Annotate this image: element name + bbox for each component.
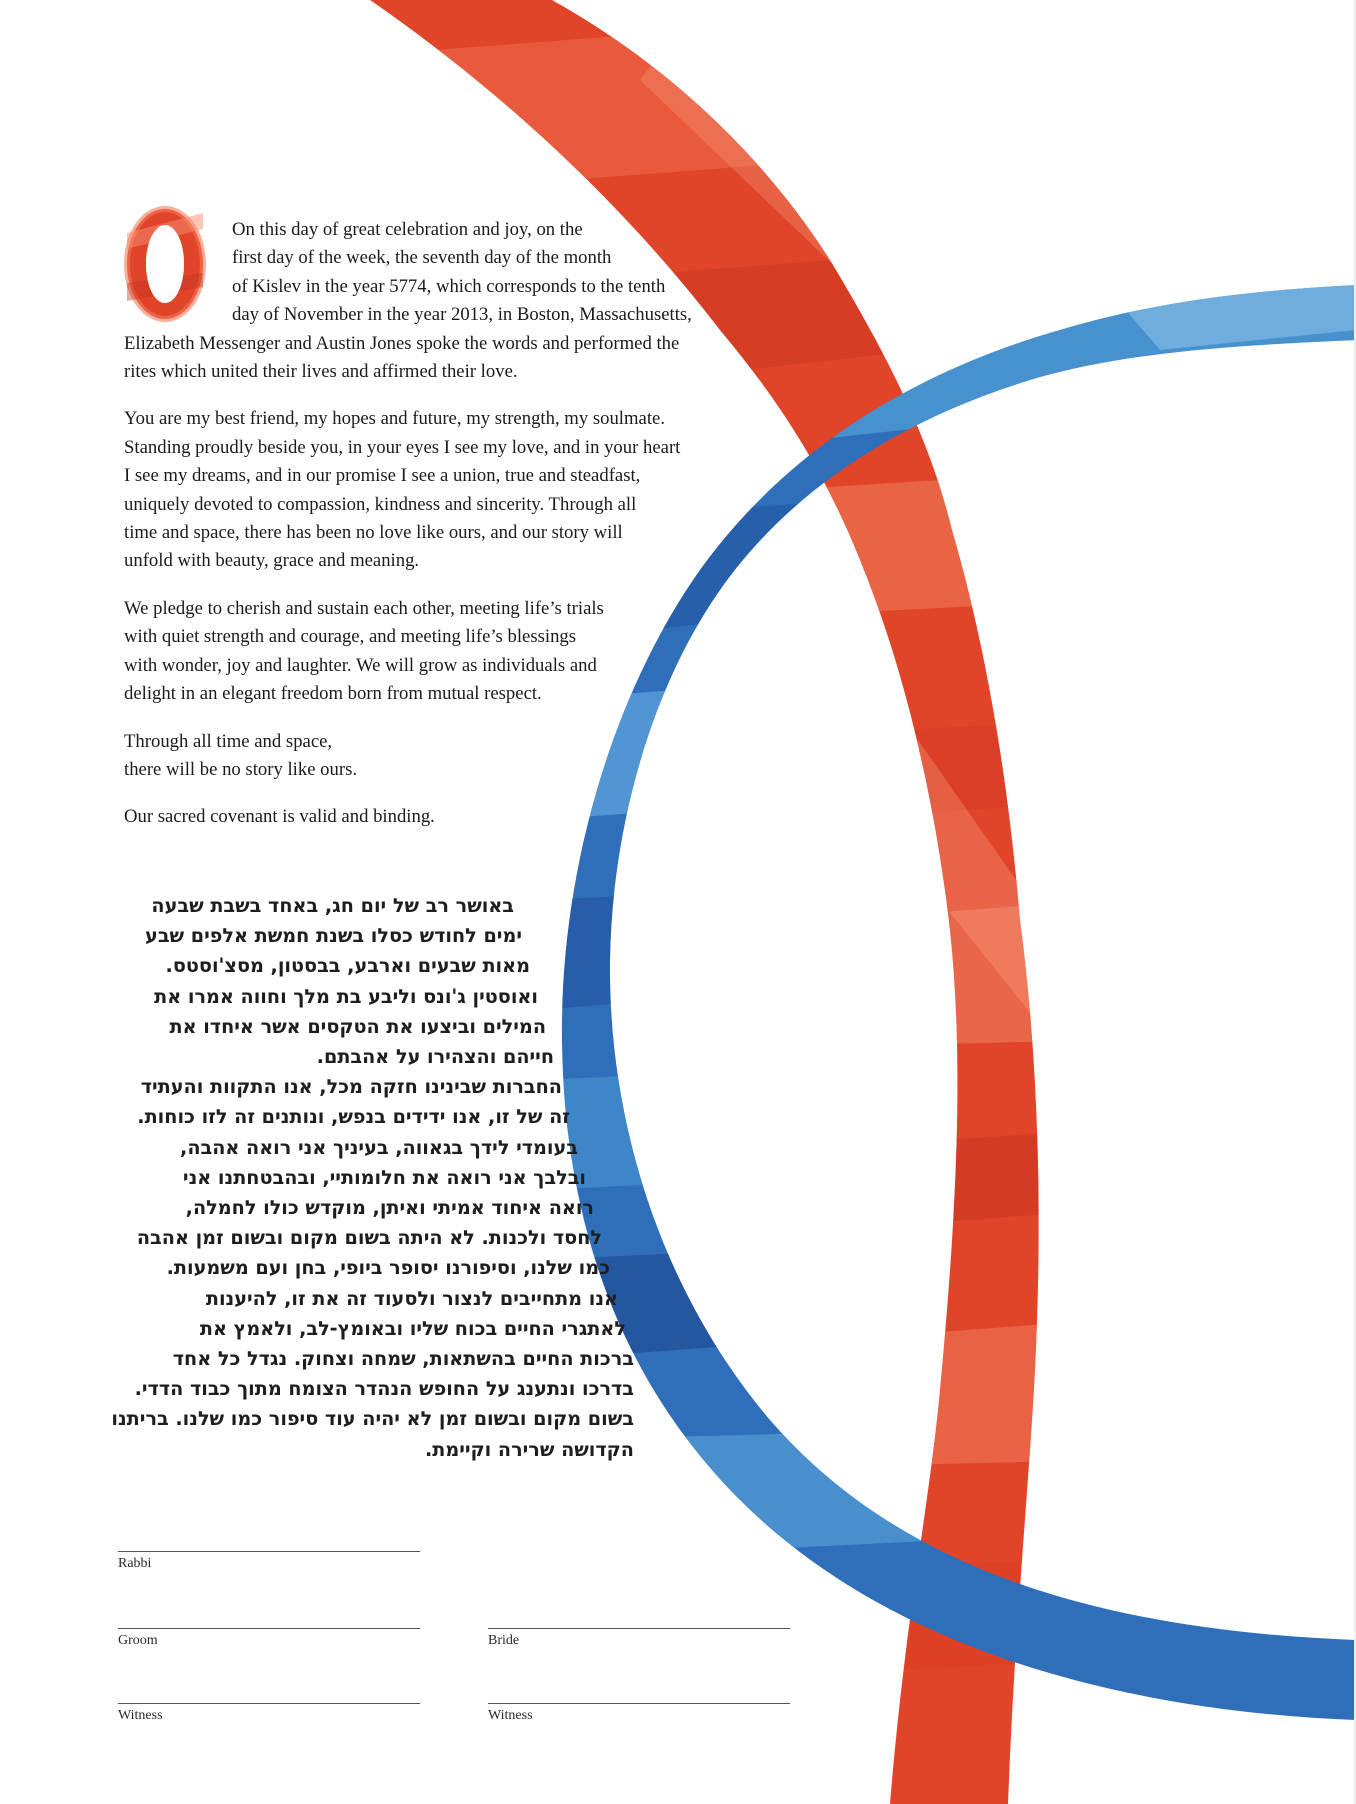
- english-paragraph-1: [124, 216, 724, 386]
- english-line: there will be no story like ours.: [124, 758, 358, 780]
- english-line: Standing proudly beside you, in your eyes I see my love, and in your heart: [124, 436, 681, 458]
- english-line: day of November in the year 2013, in Boston, Massachusetts,: [232, 304, 692, 326]
- hebrew-line: ואוסטין ג'ונס וליבע בת מלך וחווה אמרו את: [154, 984, 538, 1008]
- hebrew-line: כמו שלנו, וסיפורנו יסופר ביופי, בחן ועם משמעות.: [166, 1256, 610, 1280]
- hebrew-line: בעומדי לידך בגאווה, בעיניך אני רואה אהבה,: [180, 1135, 578, 1159]
- english-line: time and space, there has been no love like ours, and our story will: [124, 522, 623, 544]
- hebrew-line: המילים וביצעו את הטקסים אשר איחדו את: [169, 1014, 546, 1038]
- signature-line: [118, 1703, 420, 1704]
- rabbi-signature[interactable]: [118, 1551, 420, 1572]
- hebrew-line: לחסד ולכנות. לא היתה בשום מקום ובשום זמן אהבה: [136, 1226, 602, 1250]
- hebrew-line: באושר רב של יום חג, באחד בשבת שבעה: [151, 894, 514, 917]
- hebrew-line: בשום מקום ובשום זמן לא יהיה עוד סיפור כמו שלנו. בריתנו: [111, 1407, 634, 1431]
- witness-left-signature[interactable]: [118, 1703, 420, 1724]
- signature-label: Witness: [488, 1708, 533, 1723]
- english-line: first day of the week, the seventh day of the month: [232, 247, 612, 269]
- witness-right-signature[interactable]: [488, 1703, 790, 1724]
- english-paragraph-4: [124, 728, 724, 785]
- bride-signature[interactable]: [488, 1628, 790, 1649]
- signature-label: Bride: [488, 1633, 520, 1648]
- english-line: Our sacred covenant is valid and binding.: [124, 806, 435, 828]
- hebrew-line: חייהם והצהירו על אהבתם.: [316, 1045, 554, 1069]
- drop-cap-o: [119, 203, 211, 325]
- hebrew-line: רואה איחוד אמיתי ואיתן, מוקדש כולו לחמלה,: [185, 1196, 594, 1220]
- english-line: with wonder, joy and laughter. We will grow as individuals and: [124, 654, 597, 676]
- hebrew-line: מאות שבעים וארבע, בבסטון, מסצ'וסטס.: [165, 954, 530, 978]
- signature-line: [488, 1628, 790, 1629]
- signature-label: Rabbi: [118, 1556, 152, 1571]
- signature-line: [488, 1703, 790, 1704]
- english-paragraph-3: [124, 595, 724, 709]
- english-line: Through all time and space,: [124, 730, 333, 752]
- hebrew-line: לאתגרי החיים בכוח שליו ובאומץ-לב, ולאמץ את: [199, 1316, 626, 1340]
- hebrew-line: ובלבך אני רואה את חלומותיי, ובהבטחתנו אני: [182, 1165, 586, 1189]
- english-line: delight in an elegant freedom born from mutual respect.: [124, 683, 542, 705]
- hebrew-line: ברכות החיים בהשתאות, שמחה וצחוק. נגדל כל אחד: [172, 1347, 634, 1371]
- english-line: On this day of great celebration and joy, on the: [232, 219, 583, 240]
- english-line: rites which united their lives and affirmed their love.: [124, 361, 518, 383]
- english-paragraph-5: [124, 803, 724, 831]
- english-line: unfold with beauty, grace and meaning.: [124, 550, 420, 572]
- english-line: Elizabeth Messenger and Austin Jones spoke the words and performed the: [124, 332, 680, 354]
- english-paragraph-2: [124, 405, 724, 575]
- hebrew-line: החברות שבינינו חזקה מכל, אנו התקוות והעתיד: [140, 1075, 562, 1099]
- hebrew-line: אנו מתחייבים לנצור ולסעוד זה את זו, להיענות: [205, 1286, 618, 1310]
- hebrew-line: זה של זו, אנו ידידים בנפש, ונותנים זה לזו כוחות.: [137, 1105, 570, 1129]
- english-line: with quiet strength and courage, and meeting life’s blessings: [124, 626, 577, 648]
- english-line: I see my dreams, and in our promise I see a union, true and steadfast,: [124, 465, 641, 487]
- signature-label: Witness: [118, 1708, 163, 1723]
- english-text-block: [124, 216, 724, 851]
- groom-signature[interactable]: [118, 1628, 420, 1649]
- hebrew-line: בדרכו ונתענג על החופש הנהדר הצומח מתוך כבוד הדדי.: [134, 1377, 634, 1401]
- english-line: You are my best friend, my hopes and future, my strength, my soulmate.: [124, 408, 665, 430]
- hebrew-line: ימים לחודש כסלו בשנת חמשת אלפים שבע: [145, 924, 522, 948]
- english-line: uniquely devoted to compassion, kindness and sincerity. Through all: [124, 493, 637, 515]
- hebrew-line: הקדושה שרירה וקיימת.: [424, 1437, 634, 1461]
- signature-line: [118, 1551, 420, 1552]
- signature-label: Groom: [118, 1633, 158, 1648]
- signature-line: [118, 1628, 420, 1629]
- english-line: of Kislev in the year 5774, which corresponds to the tenth: [232, 275, 666, 297]
- english-line: We pledge to cherish and sustain each other, meeting life’s trials: [124, 597, 604, 619]
- hebrew-text-block: [100, 891, 634, 1465]
